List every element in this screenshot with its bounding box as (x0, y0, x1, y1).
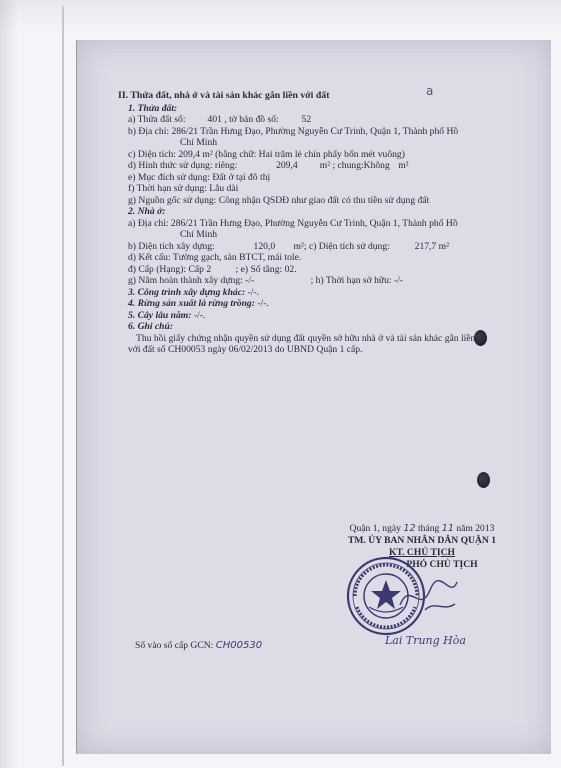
build-area-line (118, 241, 498, 253)
notes-line-2: với đất số CH00053 ngày 06/02/2013 do UBND Quận 1 cấp. (128, 344, 363, 355)
land-address: 286/21 Trần Hưng Đạo, Phường Nguyễn Cư Trinh, Quận 1, Thành phố Hồ (171, 125, 459, 137)
forest-value: -/-. (257, 298, 269, 309)
house-heading: 2. Nhà ở: (128, 206, 166, 217)
section-heading: II. Thửa đất, nhà ở và tài sản khác gắn liền với đất (118, 90, 330, 101)
area-in-words: m² (bằng chữ: Hai trăm lẻ chín phẩy bốn mét vuông) (202, 148, 405, 160)
date-year: năm 2013 (456, 523, 495, 534)
floors-label: ; e) Số tầng: (235, 263, 283, 275)
map-sheet-label: , tờ bản đồ số: (224, 114, 279, 125)
punch-hole-bottom (477, 472, 490, 488)
term-line: f) Thời hạn sử dụng: Lâu dài (128, 183, 239, 194)
serial-label: Số vào sổ cấp GCN: (135, 640, 214, 651)
other-works-value: -/-. (247, 286, 260, 298)
land-address-line1 (118, 126, 498, 138)
date-month: 11 (441, 523, 454, 534)
ownership-term-value: -/- (394, 275, 404, 286)
map-sheet-number: 52 (301, 114, 312, 125)
issue-date (322, 523, 522, 535)
floor-area-label: m²; c) Diện tích sử dụng: (293, 240, 390, 252)
certificate-serial (135, 640, 262, 651)
area-line (118, 149, 498, 161)
parcel-label: a) Thửa đất số: (128, 114, 186, 125)
house-address: 286/21 Trần Hưng Đạo, Phường Nguyễn Cư Trinh, Quận 1, Thành phố Hồ (170, 217, 458, 229)
perennial-label: 5. Cây lâu năm: (128, 309, 192, 321)
house-address-line2: Chí Minh (180, 229, 218, 240)
signature-stroke-icon (395, 570, 465, 620)
origin-line: g) Nguồn gốc sử dụng: Công nhận QSDĐ như giao đất có thu tiền sử dụng đất (128, 194, 430, 206)
certificate-body (118, 90, 498, 356)
parcel-line (118, 114, 498, 126)
perennial-value: -/-. (193, 309, 206, 321)
house-address-line1 (118, 218, 498, 230)
year-label: g) Năm hoàn thành xây dựng: (128, 275, 243, 286)
grade-line (118, 264, 498, 276)
land-address-label: b) Địa chỉ: (128, 125, 170, 137)
authority-role: KT. CHỦ TỊCH (388, 547, 455, 558)
shared-area-unit: m² (398, 160, 409, 171)
build-area-label: b) Diện tích xây dựng: (128, 240, 215, 252)
parcel-number: 401 (207, 114, 222, 125)
build-area-value: 120,0 (253, 240, 276, 252)
serial-value: CH00530 (215, 640, 263, 651)
forest-label: 4. Rừng sản xuất là rừng trồng: (128, 298, 255, 309)
year-line (118, 275, 498, 287)
floor-area-value: 217,7 (414, 240, 437, 252)
page-edge (62, 6, 64, 766)
handwritten-mark: a (426, 84, 434, 98)
area-label: c) Diện tích: (128, 148, 176, 160)
floor-area-unit: m² (438, 240, 449, 252)
area-value: 209,4 (178, 148, 200, 160)
grade-label: đ) Cấp (Hạng): (128, 263, 187, 275)
structure-line: d) Kết cấu: Tường gạch, sàn BTCT, mái tole. (128, 252, 302, 263)
forest-line (118, 298, 498, 310)
purpose-line: e) Mục đích sử dụng: Đất ở tại đô thị (128, 171, 271, 183)
land-address-line2: Chí Minh (180, 137, 218, 148)
private-area: 209,4 (276, 160, 298, 171)
notes-heading: 6. Ghi chú: (128, 321, 174, 332)
floors-value: 02. (284, 263, 297, 275)
date-month-label: tháng (417, 523, 440, 534)
signer-name: Lai Trung Hòa (385, 634, 466, 647)
grade-value: Cấp 2 (188, 263, 212, 275)
other-works-label: 3. Công trình xây dựng khác: (128, 286, 246, 298)
date-day: 12 (403, 523, 416, 534)
use-form-label: d) Hình thức sử dụng: riêng: (128, 160, 238, 171)
land-heading: 1. Thửa đất: (128, 102, 178, 114)
shared-area-label: ; chung:Không (332, 160, 390, 171)
authority-title: PHÓ CHỦ TỊCH (406, 559, 478, 570)
notes-line-1: Thu hồi giấy chứng nhận quyền sử dụng đất quyền sở hữu nhà ở và tài sản khác gắn liền (136, 332, 476, 344)
year-value: -/- (245, 275, 255, 286)
other-works-line (118, 287, 498, 299)
use-form-line (118, 160, 498, 172)
perennial-line (118, 310, 498, 322)
private-area-unit: m² (319, 160, 331, 171)
date-prefix: Quận 1, ngày (349, 523, 401, 534)
authority-name: TM. ỦY BAN NHÂN DÂN QUẬN 1 (347, 535, 497, 546)
house-address-label: a) Địa chỉ: (128, 217, 169, 229)
ownership-term-label: ; h) Thời hạn sở hữu: (310, 275, 392, 286)
